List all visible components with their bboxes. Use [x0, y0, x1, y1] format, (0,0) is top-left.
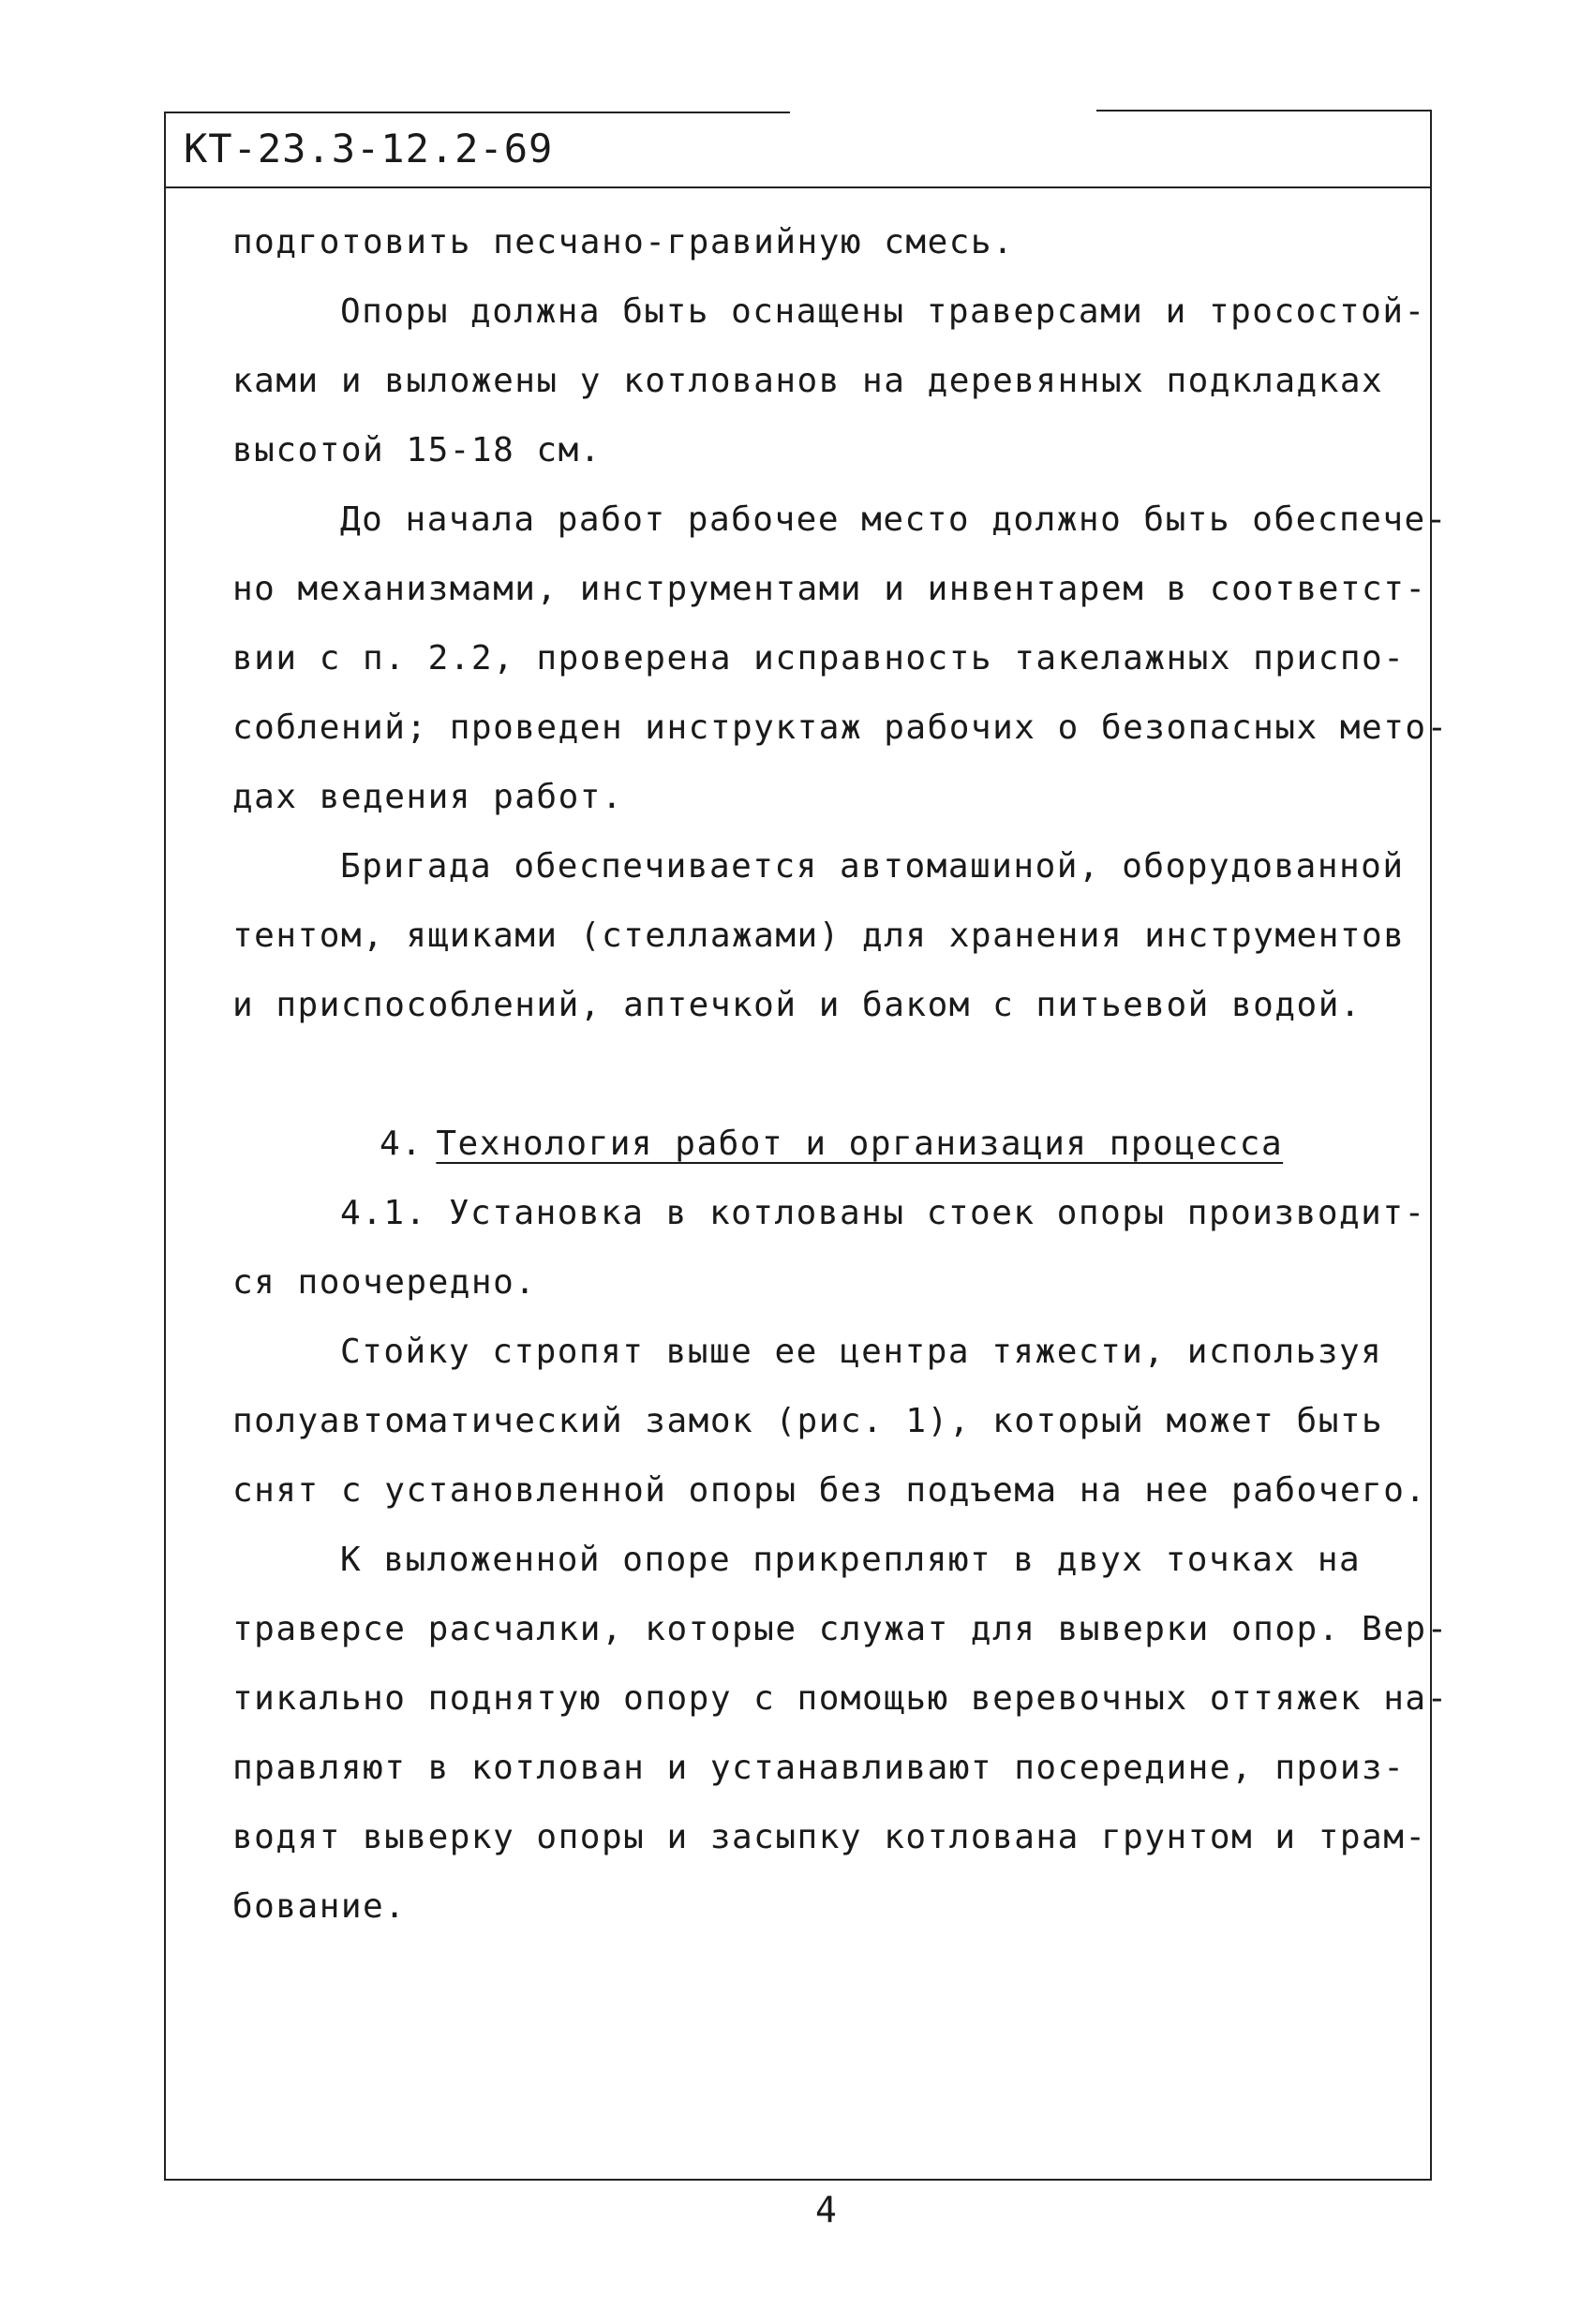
text-line: и приспособлений, аптечкой и баком с питьевой водой. — [232, 986, 1363, 1024]
text-line: До начала работ рабочее место должно быть обеспече- — [340, 500, 1448, 539]
text-line: соблений; проведен инструктаж рабочих о безопасных мето- — [232, 708, 1449, 747]
section-heading — [232, 1110, 1432, 1179]
text-line: правляют в котлован и устанавливают посередине, произ- — [232, 1749, 1406, 1787]
spacer — [232, 1040, 1432, 1110]
document-code: КТ-23.3-12.2-69 — [184, 126, 554, 171]
text-line: 4.1. Установка в котлованы стоек опоры производит- — [340, 1194, 1426, 1232]
text-line: траверсе расчалки, которые служат для выверки опор. Вер- — [232, 1610, 1449, 1648]
text-line: водят выверку опоры и засыпку котлована грунтом и трам- — [232, 1818, 1427, 1856]
page-number: 4 — [815, 2189, 837, 2230]
text-line: К выложенной опоре прикрепляют в двух точках на — [340, 1541, 1362, 1579]
text-line: Стойку стропят выше ее центра тяжести, используя — [340, 1333, 1383, 1371]
text-line: тикально поднятую опору с помощью веревочных оттяжек на- — [232, 1679, 1449, 1718]
body-text — [232, 208, 1449, 1942]
text-line: Опоры должна быть оснащены траверсами и тросостой- — [340, 292, 1426, 331]
text-line: подготовить песчано-гравийную смесь. — [232, 223, 1015, 261]
text-line: бование. — [232, 1887, 407, 1926]
text-line: высотой 15-18 см. — [232, 431, 602, 469]
text-line: полуавтоматический замок (рис. 1), который может быть — [232, 1402, 1384, 1440]
text-line: ся поочередно. — [232, 1263, 537, 1302]
text-line: снят с установленной опоры без подъема на нее рабочего. — [232, 1471, 1427, 1510]
text-line: ками и выложены у котлованов на деревянных подкладках — [232, 362, 1384, 400]
text-line: Бригада обеспечивается автомашиной, оборудованной — [340, 847, 1405, 886]
section-title: Технология работ и организация процесса — [436, 1125, 1284, 1163]
section-number: 4. — [380, 1125, 424, 1163]
text-line: тентом, ящиками (стеллажами) для хранения инструментов — [232, 916, 1406, 955]
text-line: но механизмами, инструментами и инвентарем в соответст- — [232, 570, 1427, 608]
text-line: вии с п. 2.2, проверена исправность такелажных приспо- — [232, 639, 1406, 678]
header-divider — [164, 186, 1432, 188]
text-line: дах ведения работ. — [232, 778, 624, 816]
